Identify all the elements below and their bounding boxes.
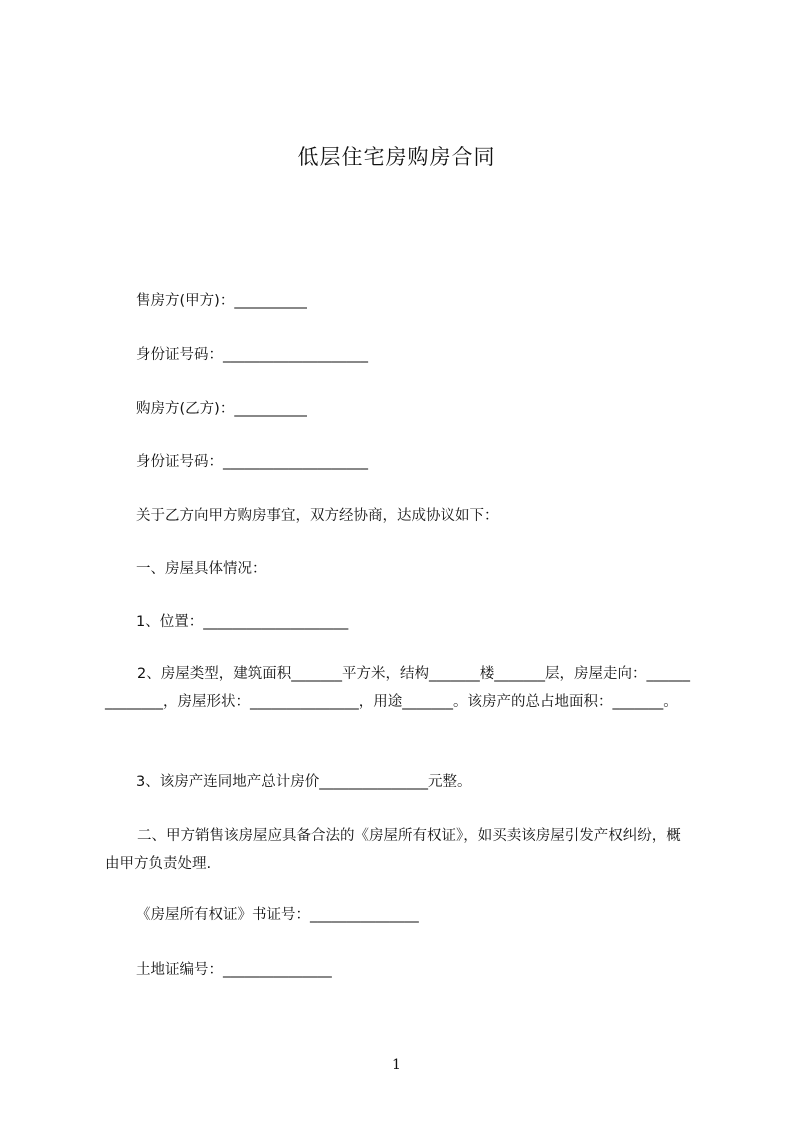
item-one-location: 1、位置：____________________: [136, 614, 349, 630]
land-certificate-number-line: 土地证编号：_______________: [136, 962, 332, 978]
seller-line: 售房方(甲方)：__________: [136, 293, 307, 309]
buyer-line: 购房方(乙方)：__________: [136, 401, 307, 417]
item-three-price: 3、该房产连同地产总计房价_______________元整。: [136, 774, 472, 790]
buyer-id-line: 身份证号码：____________________: [136, 454, 368, 470]
intro-line: 关于乙方向甲方购房事宜，双方经协商，达成协议如下：: [136, 508, 499, 524]
certificate-number-line: 《房屋所有权证》书证号：_______________: [136, 907, 419, 923]
document-title: 低层住宅房购房合同: [297, 145, 496, 169]
section-one-heading: 一、房屋具体情况：: [136, 561, 267, 577]
page-number: 1: [392, 1057, 401, 1073]
seller-id-line: 身份证号码：____________________: [136, 347, 368, 363]
item-two-paragraph: 2、房屋类型，建筑面积_______平方米，结构_______楼_______层，房屋走向：______________，房屋形状：_______________，用途_______。该房产的总占地面积：_______。: [105, 666, 690, 710]
section-two-paragraph: 二、甲方销售该房屋应具备合法的《房屋所有权证》，如买卖该房屋引发产权纠纷，概由甲方负责处理.: [105, 828, 681, 872]
